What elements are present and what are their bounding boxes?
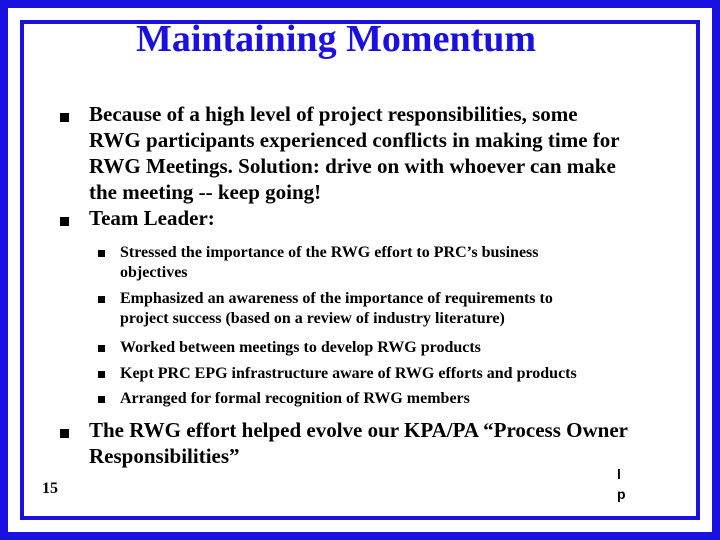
bullet-2-line-1: Team Leader: [89, 206, 215, 230]
slide-title: Maintaining Momentum [135, 18, 537, 60]
sub-bullet-4 [120, 364, 577, 384]
page-number: 15 [42, 480, 58, 497]
sub-bullet-2-line-2: project success (based on a review of industry literature) [120, 310, 505, 327]
sub-bullet-2 [120, 289, 553, 329]
bullet-3 [89, 417, 628, 469]
sub-bullet-4-line-1: Kept PRC EPG infrastructure aware of RWG efforts and products [120, 365, 577, 382]
bullet-marker-icon [60, 113, 69, 122]
bullet-1-line-2: RWG participants experienced conflicts in making time for [89, 128, 620, 152]
sub-bullet-3 [120, 338, 481, 358]
sub-bullet-marker-icon [98, 345, 105, 352]
bullet-marker-icon [60, 429, 69, 438]
bullet-1-line-4: the meeting -- keep going! [89, 180, 322, 204]
bullet-3-line-2: Responsibilities” [89, 444, 240, 468]
sub-bullet-2-line-1: Emphasized an awareness of the importance of requirements to [120, 290, 553, 307]
sub-bullet-marker-icon [98, 296, 105, 303]
bullet-2 [89, 205, 215, 231]
sub-bullet-marker-icon [98, 371, 105, 378]
bullet-1-line-3: RWG Meetings. Solution: drive on with whoever can make [89, 154, 616, 178]
sub-bullet-1-line-1: Stressed the importance of the RWG effort to PRC’s business [120, 244, 539, 261]
sub-bullet-1 [120, 243, 539, 283]
sub-bullet-marker-icon [98, 396, 105, 403]
bullet-3-line-1: The RWG effort helped evolve our KPA/PA “Process Owner [89, 418, 628, 442]
bullet-1 [89, 101, 620, 205]
logo-mark-bottom: p [617, 486, 626, 502]
logo-mark-top: l [617, 466, 621, 482]
sub-bullet-marker-icon [98, 250, 105, 257]
bullet-marker-icon [60, 217, 69, 226]
sub-bullet-5-line-1: Arranged for formal recognition of RWG members [120, 390, 470, 407]
sub-bullet-5 [120, 389, 470, 409]
bullet-1-line-1: Because of a high level of project responsibilities, some [89, 102, 578, 126]
sub-bullet-1-line-2: objectives [120, 264, 188, 281]
sub-bullet-3-line-1: Worked between meetings to develop RWG products [120, 339, 481, 356]
